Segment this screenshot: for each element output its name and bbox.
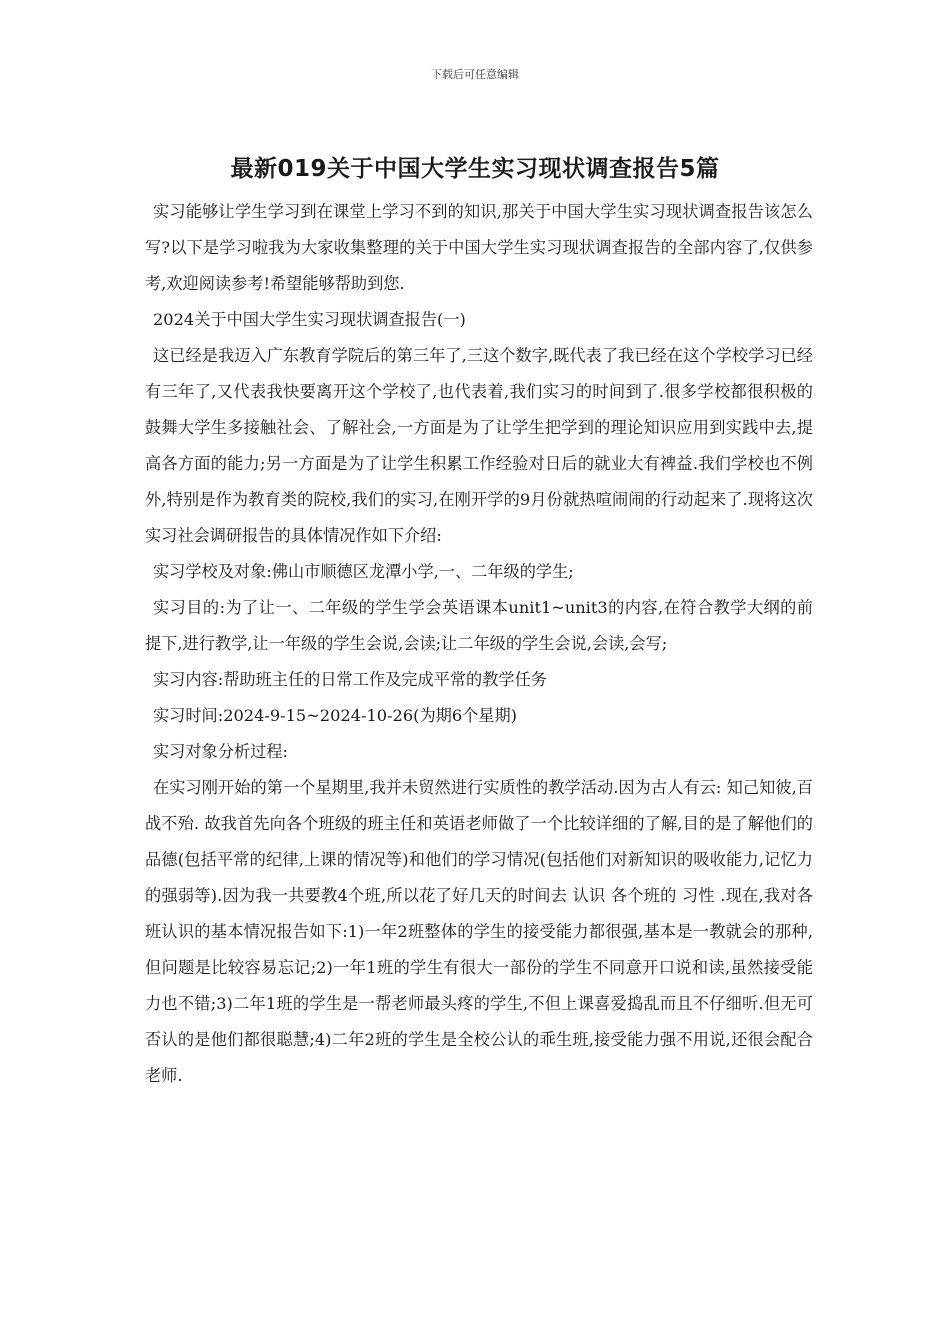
- paragraph-analysis-heading: 实习对象分析过程:: [153, 742, 288, 761]
- paragraph-time: 实习时间:2024-9-15~2024-10-26(为期6个星期): [153, 706, 517, 725]
- document-body: [145, 194, 813, 1094]
- paragraph-school: 实习学校及对象:佛山市顺德区龙潭小学,一、二年级的学生;: [153, 562, 574, 581]
- paragraph-purpose: 实习目的:为了让一、二年级的学生学会英语课本unit1~unit3的内容,在符合教学大纲的前提下,进行教学,让一年级的学生会说,会读;让二年级的学生会说,会读,会写;: [145, 598, 813, 653]
- paragraph-content: 实习内容:帮助班主任的日常工作及完成平常的教学任务: [153, 670, 547, 689]
- paragraph-intro: 实习能够让学生学习到在课堂上学习不到的知识,那关于中国大学生实习现状调查报告该怎么写?以下是学习啦我为大家收集整理的关于中国大学生实习现状调查报告的全部内容了,仅供参考,欢迎阅读参考!希望能够帮助到您.: [145, 202, 813, 293]
- header-note: 下载后可任意编辑: [431, 68, 519, 81]
- document-title: 最新019关于中国大学生实习现状调查报告5篇: [230, 156, 720, 182]
- section-heading: 2024关于中国大学生实习现状调查报告(一): [153, 310, 466, 329]
- paragraph-analysis: 在实习刚开始的第一个星期里,我并未贸然进行实质性的教学活动.因为古人有云: 知己知彼,百战不殆. 故我首先向各个班级的班主任和英语老师做了一个比较详细的了解,目的是了解他们的品德(包括平常的纪律,上课的情况等)和他们的学习情况(包括他们对新知识的吸收能力,记忆力的强弱等).因为我一共要教4个班,所以花了好几天的时间去 认识 各个班的 习性 .现在,我对各班认识的基本情况报告如下:1)一年2班整体的学生的接受能力都很强,基本是一教就会的那种,但问题是比较容易忘记;2)一年1班的学生有很大一部份的学生不同意开口说和读,虽然接受能力也不错;3)二年1班的学生是一帮老师最头疼的学生,不但上课喜爱捣乱而且不仔细听.但无可否认的是他们都很聪慧;4)二年2班的学生是全校公认的乖生班,接受能力强不用说,还很会配合老师.: [145, 778, 813, 1085]
- paragraph-background: 这已经是我迈入广东教育学院后的第三年了,三这个数字,既代表了我已经在这个学校学习已经有三年了,又代表我快要离开这个学校了,也代表着,我们实习的时间到了.很多学校都很积极的鼓舞大学生多接触社会、了解社会,一方面是为了让学生把学到的理论知识应用到实践中去,提高各方面的能力;另一方面是为了让学生积累工作经验对日后的就业大有裨益.我们学校也不例外,特别是作为教育类的院校,我们的实习,在刚开学的9月份就热喧闹闹的行动起来了.现将这次实习社会调研报告的具体情况作如下介绍:: [145, 346, 813, 545]
